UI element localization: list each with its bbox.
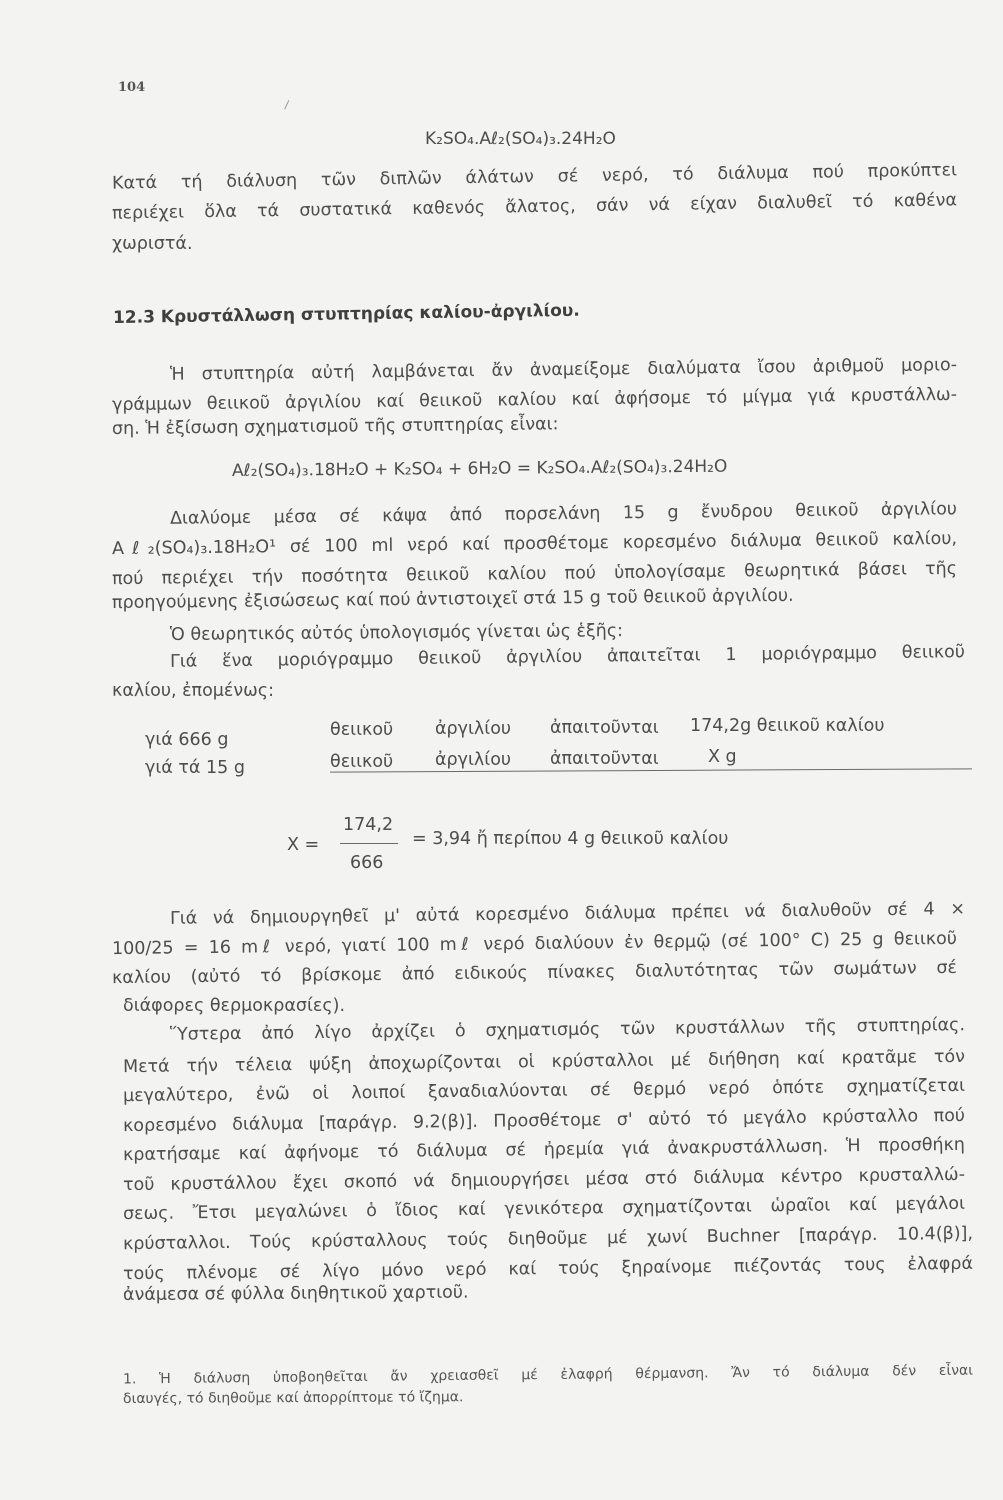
para3-line: Ὕστερα ἀπό λίγο ἀρχίζει ὁ σχηματισμός τῶν κρυστάλλων τῆς στυπτηρίας. xyxy=(169,1015,966,1045)
para3-line: τούς πλένομε σέ λίγο μόνο νερό καί τούς ξηραίνομε πιέζοντάς τους ἐλαφρά xyxy=(122,1253,974,1285)
table-cell: 174,2g θειικοῦ καλίου xyxy=(690,716,885,736)
para3-line: σεως. Ἔτσι μεγαλώνει ὁ ἴδιος καί γενικότερα σχηματίζονται ὡραῖοι καί μεγάλοι xyxy=(122,1193,966,1225)
calc-lhs: X = xyxy=(287,835,320,855)
para3-line: Γιά νά δημιουργηθεῖ μ' αὐτά κορεσμένο διάλυμα πρέπει νά διαλυθοῦν σέ 4 × xyxy=(169,899,966,929)
para2-line: Διαλύομε μέσα σέ κάψα ἀπό πορσελάνη 15 g ἔνυδρου θειικοῦ ἀργιλίου xyxy=(169,499,958,529)
para2-line: Aℓ₂(SO₄)₃.18H₂O¹ σέ 100 ml νερό καί προσθέτομε κορεσμένο διάλυμα θειικοῦ καλίου, xyxy=(111,528,958,560)
footnote-line: διαυγές, τό διηθοῦμε καί ἀπορρίπτομε τό ἴζημα. xyxy=(122,1389,464,1407)
table-cell: ἀπαιτοῦνται xyxy=(550,718,659,738)
para3-line: διάφορες θερμοκρασίες). xyxy=(123,996,346,1016)
para3-line: τοῦ κρυστάλλου ἔχει σκοπό νά δημιουργήσει μέσα στό διάλυμα κέντρο κρυσταλλώ- xyxy=(122,1164,966,1196)
para3-line: κρατήσαμε καί ἀφήνομε τό διάλυμα σέ ἠρεμία γιά ἀνακρυστάλλωση. Ἡ προσθήκη xyxy=(122,1134,966,1166)
para1-line: γράμμων θειικοῦ ἀργιλίου καί θειικοῦ καλίου καί ἀφήσομε τό μίγμα γιά κρυστάλλω- xyxy=(111,384,958,416)
equation: Aℓ₂(SO₄)₃.18H₂O + K₂SO₄ + 6H₂O = K₂SO₄.Aℓ₂(SO₄)₃.24H₂O xyxy=(231,456,728,481)
para3-line: 100/25 = 16 mℓ νερό, γιατί 100 mℓ νερό διαλύουν ἐν θερμῷ (σέ 100° C) 25 g θειικοῦ xyxy=(111,928,958,960)
calc-rhs: = 3,94 ἤ περίπου 4 g θειικοῦ καλίου xyxy=(412,829,729,849)
para2-line: Γιά ἕνα μοριόγραμμο θειικοῦ ἀργιλίου ἀπαιτεῖται 1 μοριόγραμμο θειικοῦ xyxy=(169,642,966,672)
para1-line: ση. Ἡ ἐξίσωση σχηματισμοῦ τῆς στυπτηρίας εἶναι: xyxy=(111,414,559,439)
table-cell: θειικοῦ xyxy=(330,720,394,740)
calc-denominator: 666 xyxy=(350,853,384,873)
table-cell: ἀργιλίου xyxy=(435,750,512,770)
para3-line: Μετά τήν τέλεια ψύξη ἀποχωρίζονται οἱ κρύσταλλοι μέ διήθηση καί κρατᾶμε τόν xyxy=(122,1046,966,1078)
formula-top: K₂SO₄.Aℓ₂(SO₄)₃.24H₂O xyxy=(425,129,616,149)
para3-line: καλίου (αὐτό τό βρίσκομε ἀπό ειδικούς πίνακες διαλυτότητας τῶν σωμάτων σέ xyxy=(111,957,958,989)
intro-line: χωριστά. xyxy=(112,234,193,254)
calc-numerator: 174,2 xyxy=(343,815,394,835)
para1-line: Ἡ στυπτηρία αὐτή λαμβάνεται ἄν ἀναμείξομε διαλύματα ἴσου ἀριθμοῦ μοριο- xyxy=(169,355,958,385)
para3-line: ἀνάμεσα σέ φύλλα διηθητικοῦ χαρτιοῦ. xyxy=(122,1282,469,1305)
pencil-mark xyxy=(284,100,295,112)
fraction-bar xyxy=(340,843,398,844)
intro-line: Κατά τή διάλυση τῶν διπλῶν άλάτων σέ νερό, τό διάλυμα πού προκύπτει xyxy=(111,160,958,194)
para3-line: κρύσταλλοι. Τούς κρύσταλλους τούς διηθοῦμε μέ χωνί Buchner [παράγρ. 10.4(β)], xyxy=(122,1223,974,1255)
page-number: 104 xyxy=(118,80,146,95)
section-heading: 12.3 Κρυστάλλωση στυπτηρίας καλίου-ἀργιλίου. xyxy=(112,300,580,328)
table-cell: X g xyxy=(708,747,737,767)
intro-line: περιέχει ὅλα τά συστατικά καθενός ἄλατος, σάν νά είχαν διαλυθεῖ τό καθένα xyxy=(111,190,958,224)
para2-line: Ὁ θεωρητικός αὐτός ὑπολογισμός γίνεται ὡς ἑξῆς: xyxy=(169,621,624,645)
para2-line: πού περιέχει τήν ποσότητα θειικοῦ καλίου πού ὑπολογίσαμε θεωρητικά βάσει τῆς xyxy=(111,558,958,590)
table-qty: γιά 666 g xyxy=(145,730,229,750)
table-cell: θειικοῦ xyxy=(330,752,394,772)
para3-line: μεγαλύτερο, ἐνῶ οἱ λοιποί ξαναδιαλύονται σέ θερμό νερό ὁπότε σχηματίζεται xyxy=(122,1075,966,1107)
footnote-line: 1. Ἡ διάλυση ὑποβοηθεῖται ἄν χρειασθεῖ μέ ἐλαφρή θέρμανση. Ἄν τό διάλυμα δέν εἶναι xyxy=(122,1362,974,1388)
table-qty: γιά τά 15 g xyxy=(145,758,245,778)
para3-line: κορεσμένο διάλυμα [παράγρ. 9.2(β)]. Προσθέτομε σ' αὐτό τό μεγάλο κρύσταλλο πού xyxy=(122,1105,966,1137)
para2-line: καλίου, ἐπομένως: xyxy=(112,681,274,701)
table-cell: ἀργιλίου xyxy=(435,719,512,739)
para2-line: προηγούμενης ἐξισώσεως καί πού ἀντιστοιχεῖ στά 15 g τοῦ θειικοῦ ἀργιλίου. xyxy=(111,585,794,613)
table-cell: ἀπαιτοῦνται xyxy=(550,749,659,769)
